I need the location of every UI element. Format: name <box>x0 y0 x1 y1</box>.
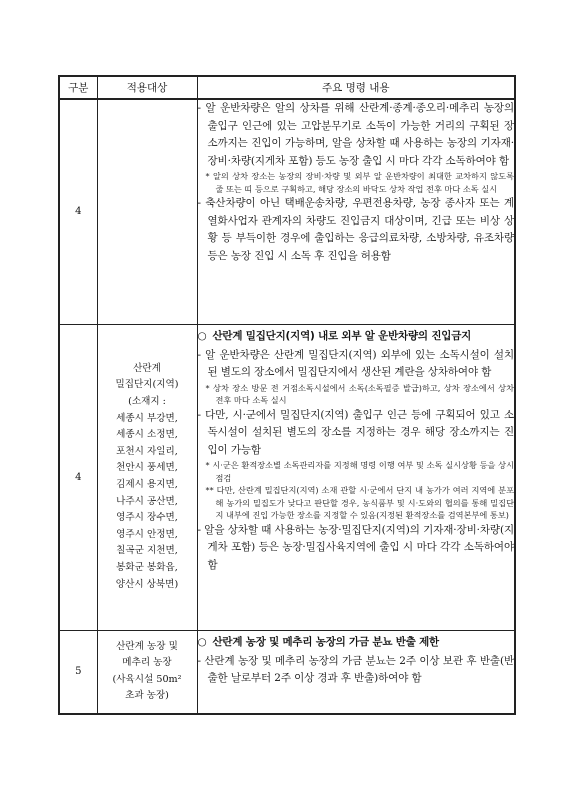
target-line: 산란계 농장 및 <box>116 640 178 652</box>
dash-item: - 알 운반차량은 알의 상차를 위해 산란계·종계·종오리·메추리 농장의 출입구 인근에 있는 고압분무기로 소독이 가능한 거리의 구획된 장소까지는 진입이 가능하며, 알을 상차할 때 사용하는 농장의 기자재·장비·차량(지게차 포함) 등도 농장 출입 시 마다 각각 소독하여야 함 <box>197 102 514 167</box>
note-item: ** 다만, 산란계 밀집단지(지역) 소재 관할 시·군에서 단지 내 농가가 여러 지역에 분포해 농가의 밀집도가 낮다고 판단할 경우, 농식품부 및 시·도와의 협의를 통해 밀집단지 내부에 진입 가능한 장소를 지정할 수 있음(지정된 환적장소를 검역본부에 통보) <box>205 485 514 520</box>
section-heading-text: 산란계 밀집단지(지역) 내로 외부 알 운반차량의 진입금지 <box>212 329 472 342</box>
row-number: 5 <box>59 630 97 714</box>
row-target <box>97 324 197 630</box>
target-line: 세종시 소정면, <box>116 429 178 441</box>
target-line: 메추리 농장 <box>122 657 172 669</box>
row-content <box>197 99 515 324</box>
target-line: (소재지 : <box>128 396 166 408</box>
table-row <box>59 324 515 630</box>
row-number: 4 <box>59 99 97 324</box>
row-content <box>197 324 515 630</box>
header-row <box>59 76 515 99</box>
orders-table <box>58 75 516 715</box>
table-row <box>59 630 515 714</box>
dash-item: - 알을 상차할 때 사용하는 농장·밀집단지(지역)의 기자재·장비·차량(지게차 포함) 등은 농장·밀집사육지역에 출입 시 마다 각각 소독하여야 함 <box>197 523 514 571</box>
target-line: 천안시 풍세면, <box>116 462 178 474</box>
target-line: 나주시 공산면, <box>116 495 178 507</box>
header-target: 적용대상 <box>97 76 197 99</box>
target-line: 밀집단지(지역) <box>115 379 179 391</box>
target-line: 봉화군 봉화읍, <box>116 561 178 573</box>
header-content: 주요 명령 내용 <box>197 76 515 99</box>
note-item: * 알의 상차 장소는 농장의 장비·차량 및 외부 알 운반차량이 최대한 교차하지 않도록 줄 또는 띠 등으로 구획하고, 해당 장소의 바닥도 상차 작업 전후 마다 소독 실시 <box>205 171 514 194</box>
note-item: * 시·군은 환적장소별 소독관리자를 지정해 명령 이행 여부 및 소독 실시상황 등을 상시 점검 <box>205 460 514 483</box>
dash-item: - 다만, 시·군에서 밀집단지(지역) 출입구 인근 등에 구획되어 있고 소독시설이 설치된 별도의 장소를 지정하는 경우 해당 장소까지는 진입이 가능함 <box>197 408 514 456</box>
note-item: * 상차 장소 방문 전 거점소독시설에서 소독(소독필증 발급)하고, 상차 장소에서 상차 전후 마다 소독 실시 <box>205 382 514 405</box>
section-heading <box>198 328 515 345</box>
target-line: 김제시 용지면, <box>116 479 178 490</box>
target-line: 칠곡군 지천면, <box>116 545 178 557</box>
row-number: 4 <box>59 324 97 630</box>
target-line: 양산시 상북면) <box>115 578 179 590</box>
target-line: 영주시 안정면, <box>116 528 178 540</box>
table-row <box>59 99 515 324</box>
target-line: 영주시 장수면, <box>116 512 178 524</box>
circle-bullet-icon: ○ <box>197 329 207 342</box>
target-line: (사육시설 50m² <box>112 673 182 685</box>
row-target <box>97 630 197 714</box>
row-target <box>97 99 197 324</box>
dash-item: - 산란계 농장 및 메추리 농장의 가금 분뇨는 2주 이상 보관 후 반출(반출한 날로부터 2주 이상 경과 후 반출)하여야 함 <box>197 654 514 684</box>
target-line: 포천시 자일리, <box>116 445 178 457</box>
header-num: 구분 <box>59 76 97 99</box>
target-line: 세종시 부강면, <box>116 412 178 424</box>
section-heading <box>198 634 515 651</box>
target-line: 산란계 <box>133 362 161 374</box>
circle-bullet-icon: ○ <box>197 635 207 648</box>
dash-item: - 축산차량이 아닌 택배운송차량, 우편전용차량, 농장 종사자 또는 계열화사업자 관계자의 차량도 진입금지 대상이며, 긴급 또는 비상 상황 등 부득이한 경우에 출입하는 응급의료차량, 소방차량, 유조차량 등은 농장 진입 시 소독 후 진입을 허용함 <box>197 197 514 262</box>
section-heading-text: 산란계 농장 및 메추리 농장의 가금 분뇨 반출 제한 <box>212 635 439 648</box>
row-content <box>197 630 515 714</box>
dash-item: - 알 운반차량은 산란계 밀집단지(지역) 외부에 있는 소독시설이 설치된 별도의 장소에서 밀집단지에서 생산된 계란을 상차하여야 함 <box>197 348 514 378</box>
target-line: 초과 농장) <box>125 690 169 702</box>
